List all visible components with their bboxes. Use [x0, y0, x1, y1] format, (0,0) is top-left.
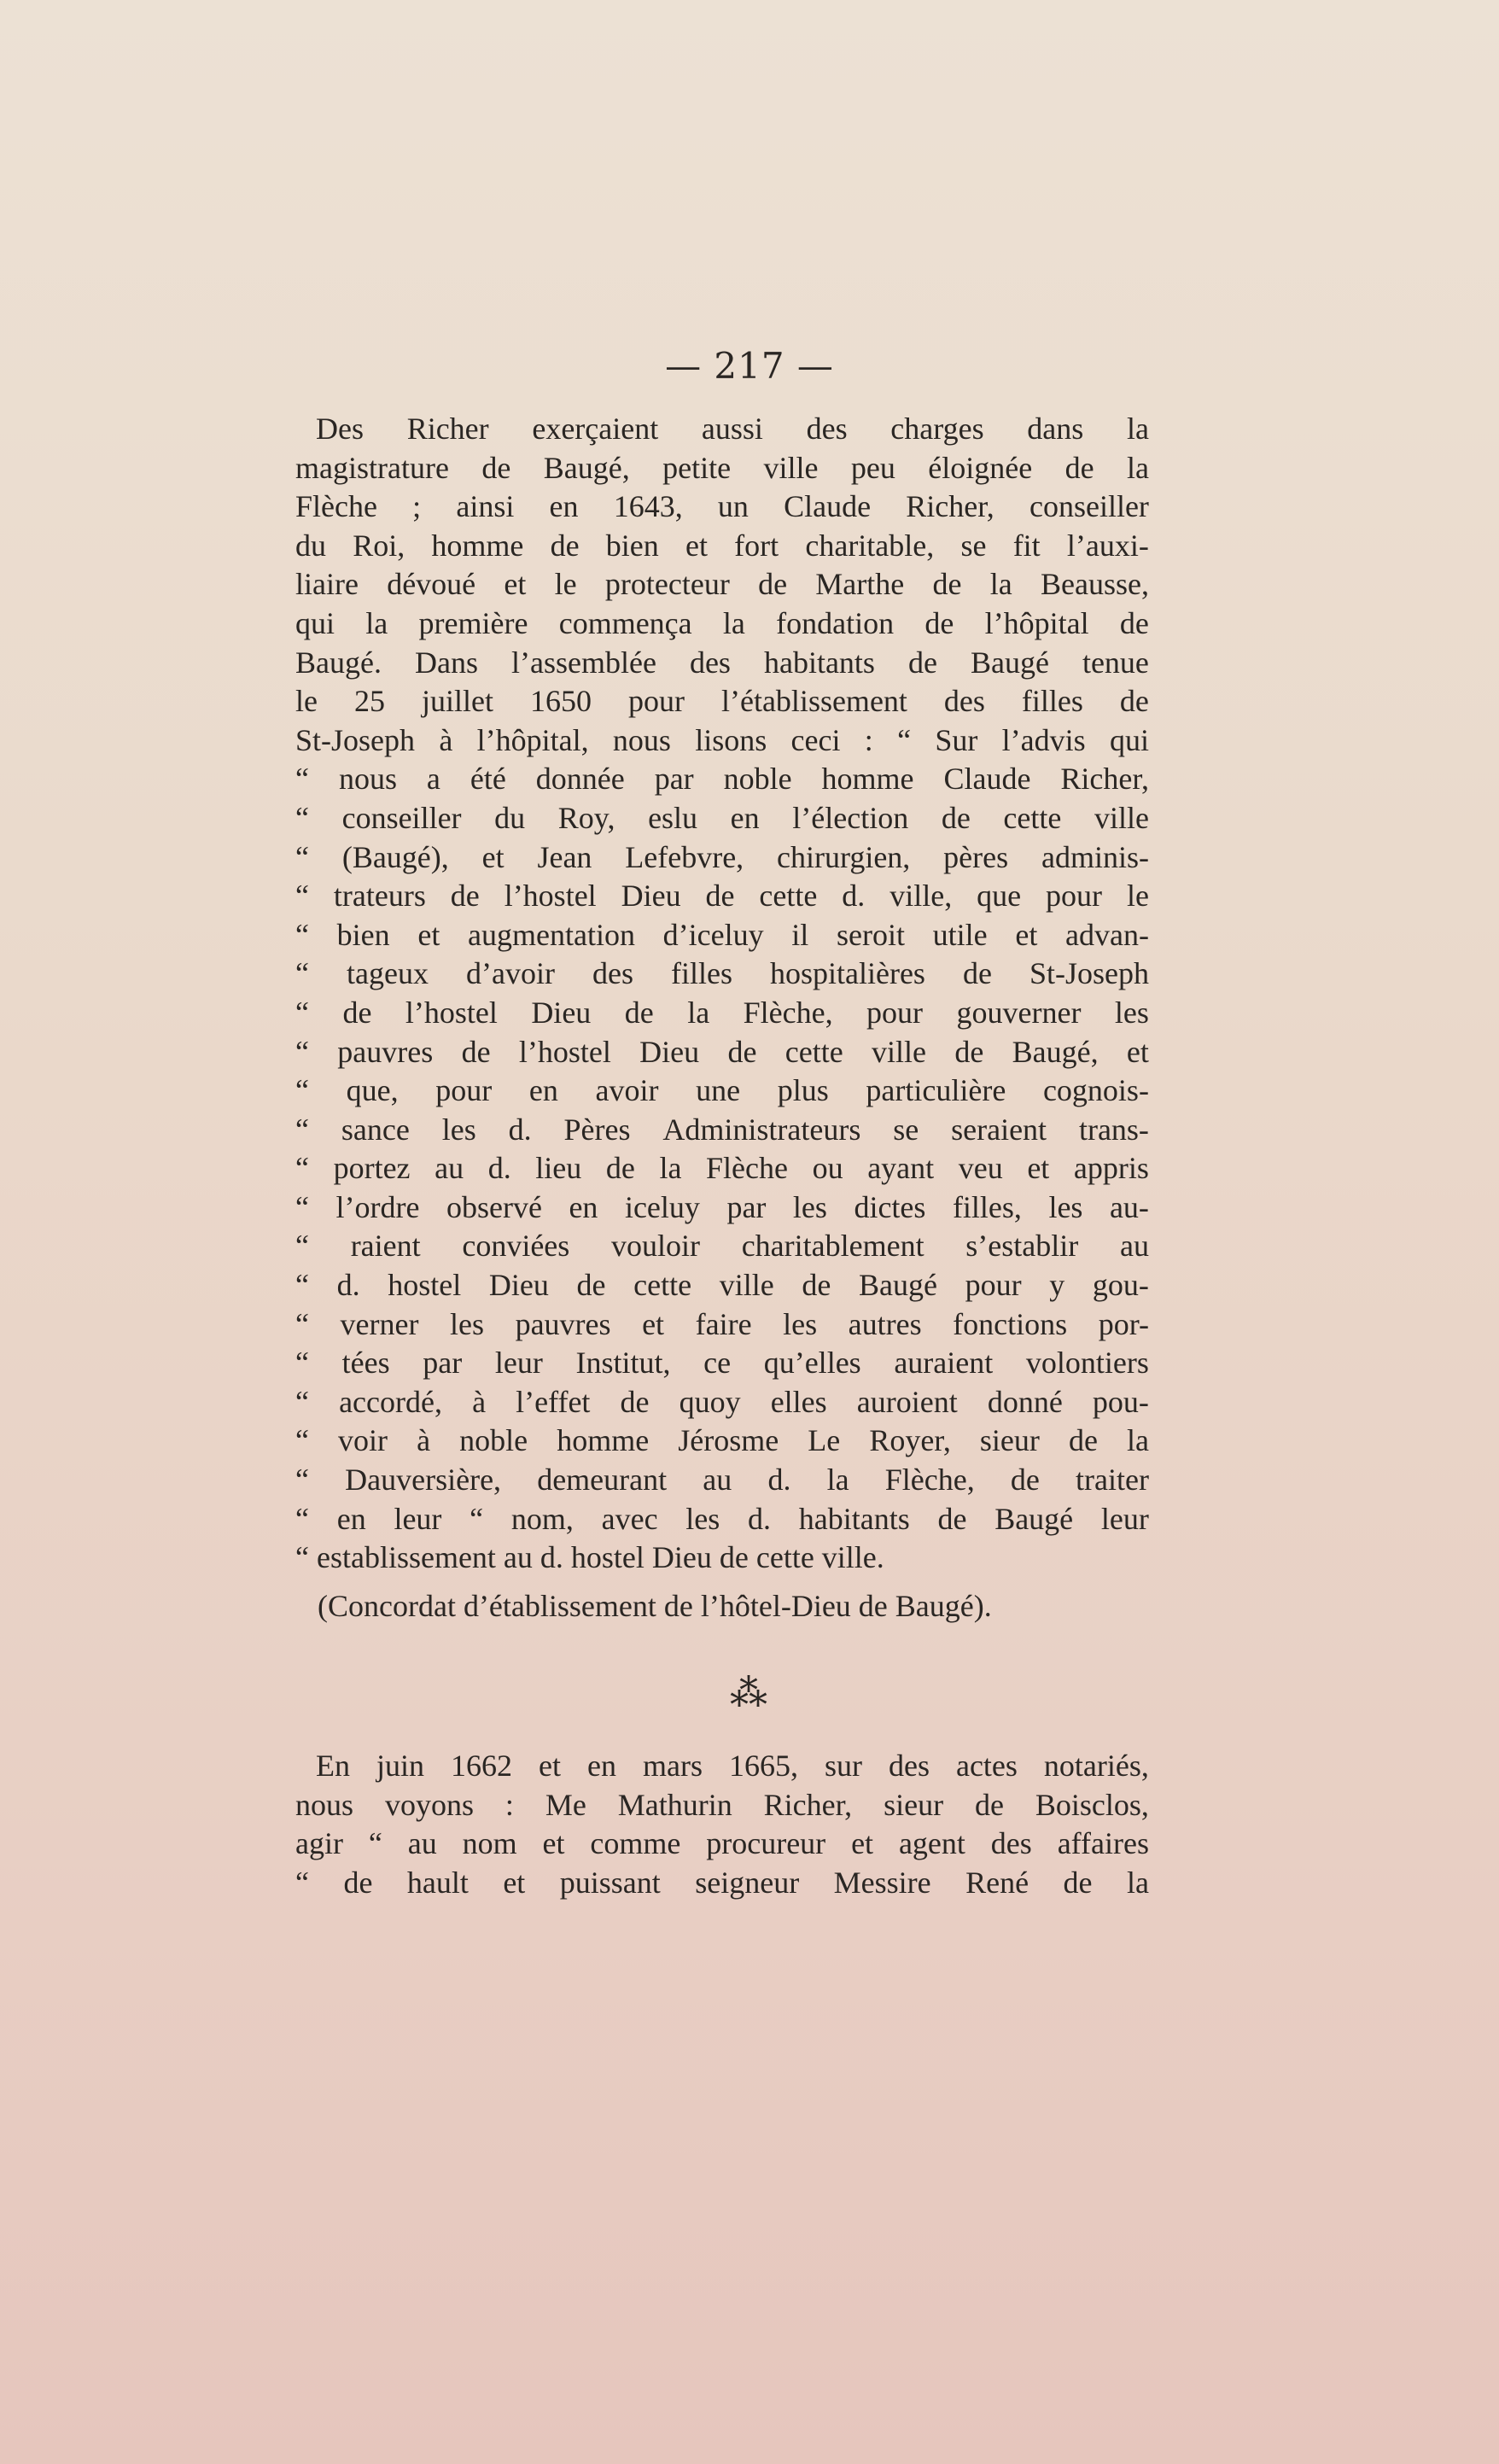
text-line: qui la première commença la fondation de l’hôpital de [295, 605, 1149, 640]
text-line: “ portez au d. lieu de la Flèche ou ayant veu et appris [295, 1151, 1149, 1186]
text-line: “ conseiller du Roy, eslu en l’élection de cette ville [295, 800, 1149, 835]
text-line: “ accordé, à l’effet de quoy elles auroient donné pou- [295, 1384, 1149, 1419]
text-line: “ pauvres de l’hostel Dieu de cette ville de Baugé, et [295, 1034, 1149, 1069]
text-line: “ tées par leur Institut, ce qu’elles auraient volontiers [295, 1346, 1149, 1381]
text-line: agir “ au nom et comme procureur et agent des affaires [295, 1826, 1149, 1861]
text-line: En juin 1662 et en mars 1665, sur des actes notariés, [316, 1749, 1149, 1783]
text-line: “ que, pour en avoir une plus particulière cognois- [295, 1073, 1149, 1108]
text-line: “ establissement au d. hostel Dieu de cette ville. [295, 1540, 884, 1575]
text-line: magistrature de Baugé, petite ville peu éloignée de la [295, 450, 1149, 485]
text-line: St-Joseph à l’hôpital, nous lisons ceci : “ Sur l’advis qui [295, 722, 1149, 757]
text-line: Baugé. Dans l’assemblée des habitants de Baugé tenue [295, 645, 1149, 680]
text-line: “ (Baugé), et Jean Lefebvre, chirurgien, pères adminis- [295, 839, 1149, 874]
text-line: liaire dévoué et le protecteur de Marthe de la Beausse, [295, 567, 1149, 602]
paragraph-2 [295, 1747, 1149, 1902]
text-line: “ l’ordre observé en iceluy par les dictes filles, les au- [295, 1189, 1149, 1224]
text-line: “ verner les pauvres et faire les autres fonctions por- [295, 1306, 1149, 1341]
text-line: “ tageux d’avoir des filles hospitalières de St-Joseph [295, 956, 1149, 991]
text-line: “ raient conviées vouloir charitablement s’establir au [295, 1229, 1149, 1264]
text-line: “ trateurs de l’hostel Dieu de cette d. ville, que pour le [295, 879, 1149, 914]
text-line: “ d. hostel Dieu de cette ville de Baugé pour y gou- [295, 1268, 1149, 1303]
text-line: le 25 juillet 1650 pour l’établissement des filles de [295, 684, 1149, 719]
text-line: Des Richer exerçaient aussi des charges dans la [316, 412, 1149, 446]
asterism-divider: ⁂ [730, 1672, 769, 1715]
text-line: “ nous a été donnée par noble homme Claude Richer, [295, 762, 1149, 797]
text-line: “ de hault et puissant seigneur Messire René de la [295, 1865, 1149, 1900]
text-line: nous voyons : Me Mathurin Richer, sieur de Boisclos, [295, 1787, 1149, 1822]
text-line: du Roi, homme de bien et fort charitable, se fit l’auxi- [295, 528, 1149, 563]
citation: (Concordat d’établissement de l’hôtel-Dieu de Baugé). [318, 1589, 992, 1623]
text-line: “ sance les d. Pères Administrateurs se seraient trans- [295, 1112, 1149, 1147]
text-line: “ de l’hostel Dieu de la Flèche, pour gouverner les [295, 995, 1149, 1030]
text-line: “ en leur “ nom, avec les d. habitants de Baugé leur [295, 1501, 1149, 1536]
text-line: “ Dauversière, demeurant au d. la Flèche, de traiter [295, 1463, 1149, 1498]
text-line: “ voir à noble homme Jérosme Le Royer, sieur de la [295, 1423, 1149, 1458]
text-line: “ bien et augmentation d’iceluy il seroit utile et advan- [295, 917, 1149, 952]
paragraph-1 [295, 410, 1149, 1578]
text-line: Flèche ; ainsi en 1643, un Claude Richer, conseiller [295, 489, 1149, 524]
page-number: — 217 — [665, 345, 834, 387]
